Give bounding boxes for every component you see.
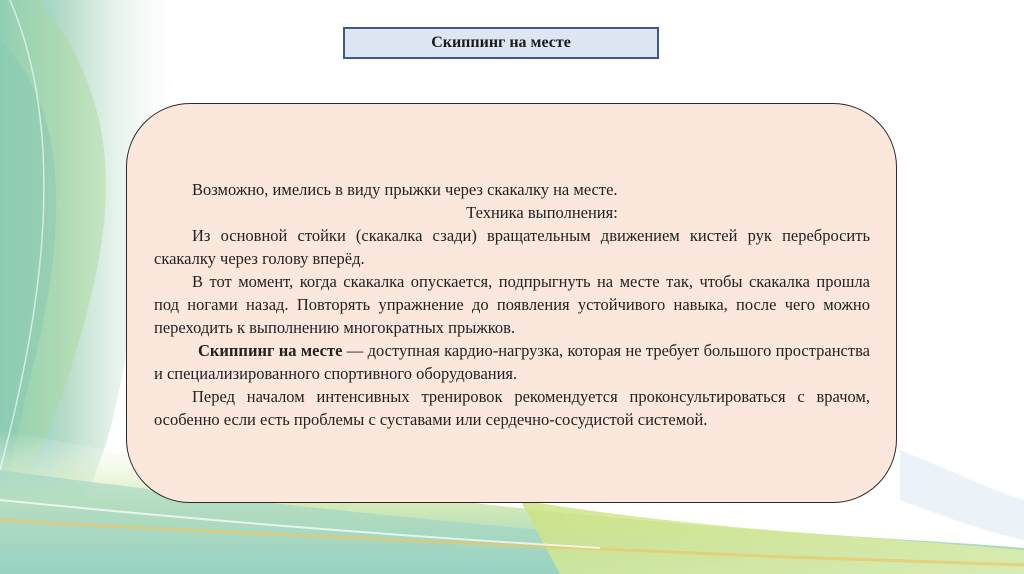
technique-step-1: Из основной стойки (скакалка сзади) вращательным движением кистей рук перебросить скакалку через голову вперёд. [154, 226, 870, 268]
technique-step-2: В тот момент, когда скакалка опускается, подпрыгнуть на месте так, чтобы скакалка прошла под ногами назад. Повторять упражнение до появления устойчивого навыка, после чего можно переходить к выполнению многократных прыжков. [154, 272, 870, 337]
content-text [154, 178, 870, 431]
summary-paragraph [154, 339, 870, 385]
intro-line: Возможно, имелись в виду прыжки через скакалку на месте. [192, 180, 618, 199]
technique-heading: Техника выполнения: [466, 203, 618, 222]
slide-title: Скиппинг на месте [431, 34, 571, 51]
slide-title-box [343, 27, 659, 59]
warning-paragraph: Перед началом интенсивных тренировок рекомендуется проконсультироваться с врачом, особенно если есть проблемы с суставами или сердечно-сосудистой системой. [154, 387, 870, 429]
summary-bold-term: Скиппинг на месте [198, 341, 343, 360]
summary-rest: — доступная кардио-нагрузка, которая не требует большого пространства и специализированного спортивного оборудования. [154, 341, 870, 383]
